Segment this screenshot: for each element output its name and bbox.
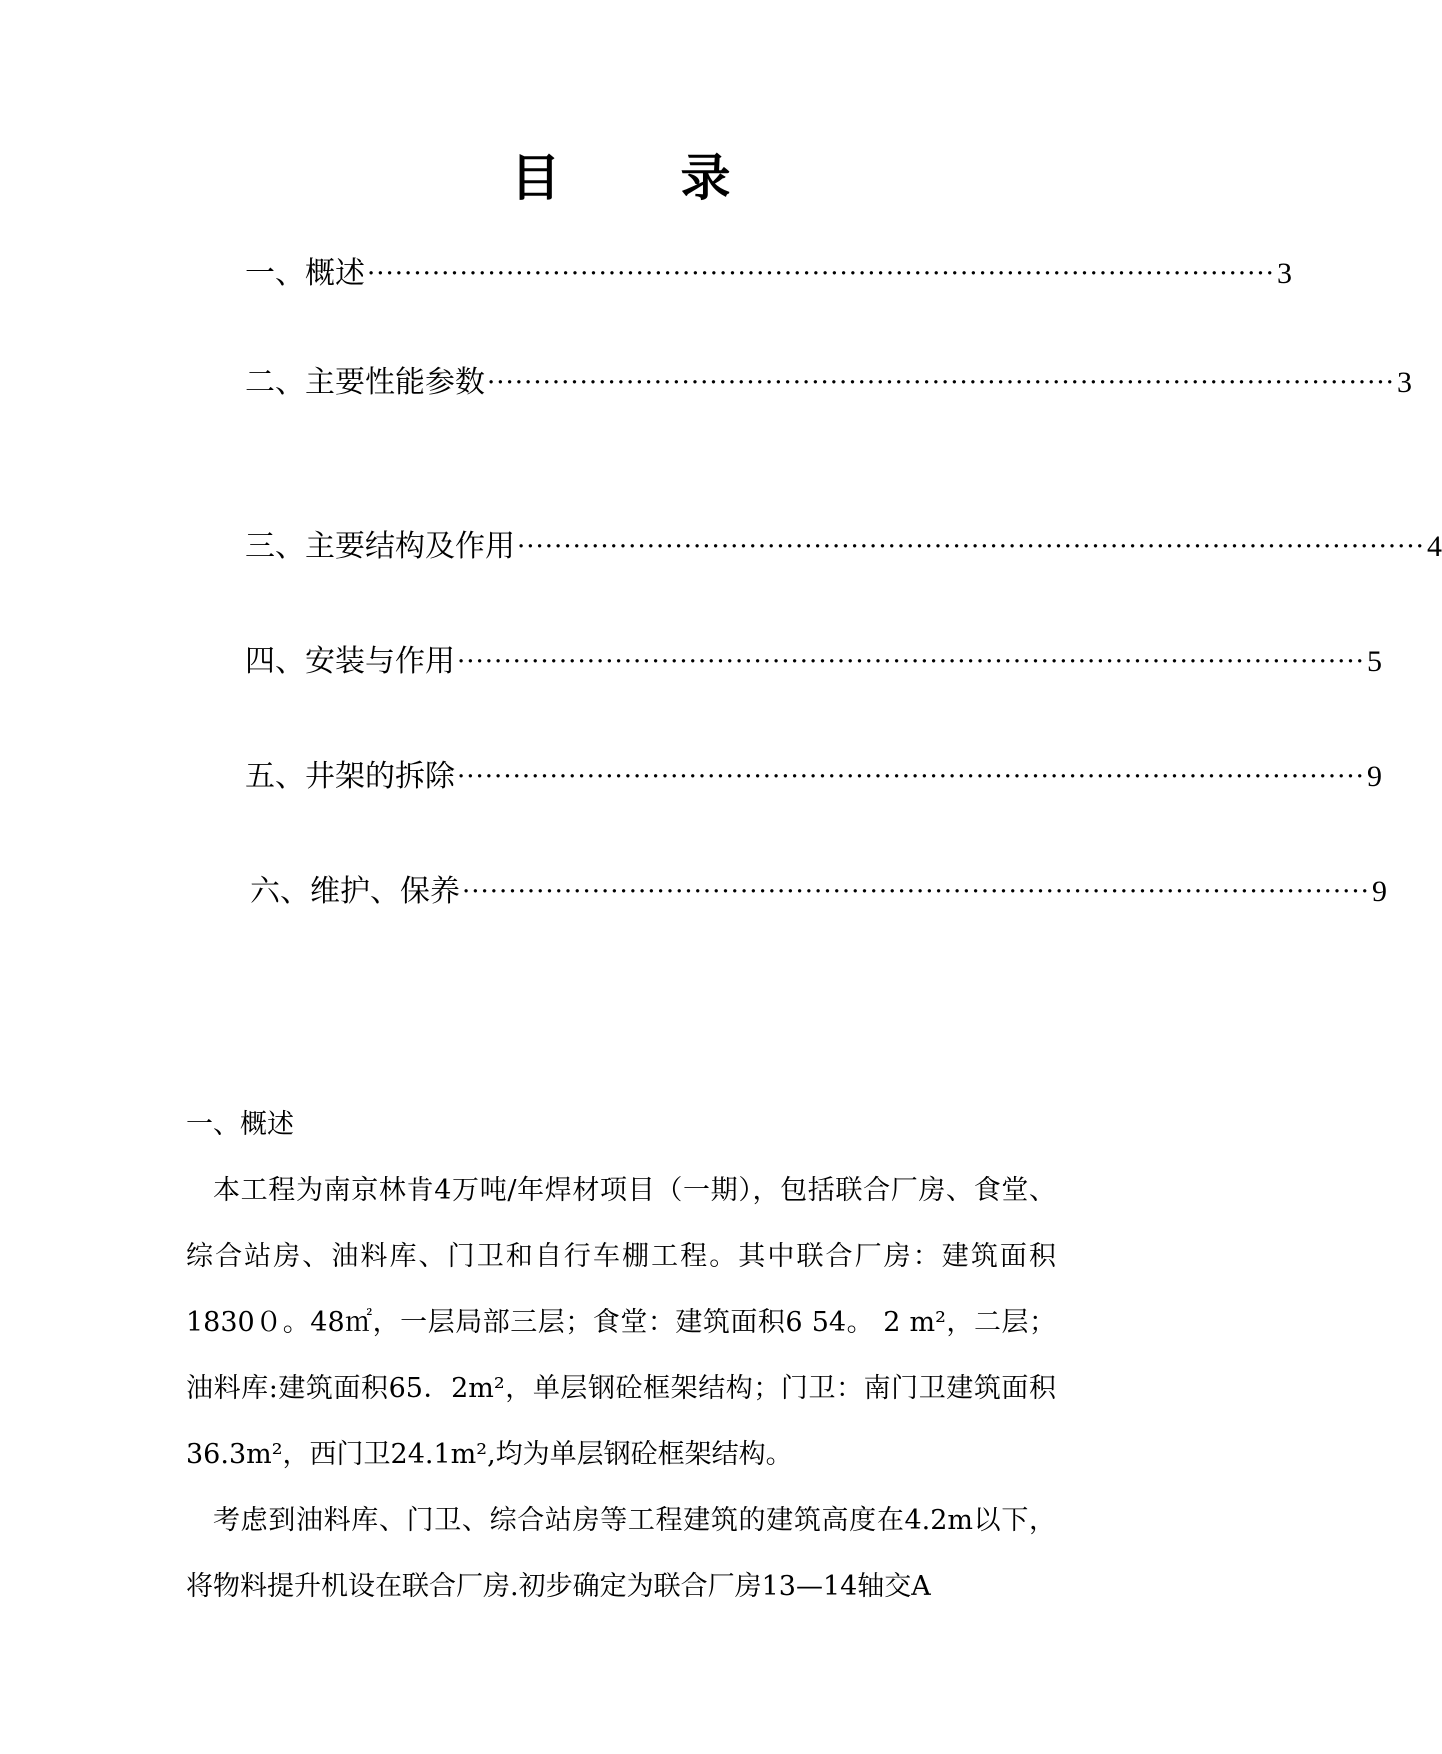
toc-dot-leader: ·································································································· xyxy=(487,368,1395,398)
toc-entry-page: 4 xyxy=(1426,530,1442,563)
body-paragraph-1: 本工程为南京林肯4万吨/年焊材项目（一期），包括联合厂房、食堂、综合站房、油料库、门卫和自行车棚工程。其中联合厂房：建筑面积1830０。48㎡，一层局部三层；食堂：建筑面积6 54。 2 m²，二层；油料库:建筑面积65．2m²，单层钢砼框架结构；门卫：南门卫建筑面积36.3m²，西门卫24.1m²,均为单层钢砼框架结构。 xyxy=(186,1175,1056,1470)
toc-entry-number: 六、 xyxy=(250,874,310,909)
toc-entry-4[interactable] xyxy=(245,642,1382,682)
toc-entry-page: 3 xyxy=(1276,257,1292,290)
toc-entry-1[interactable] xyxy=(245,254,1292,294)
toc-entry-number: 五、 xyxy=(245,759,305,794)
toc-entry-page: 3 xyxy=(1396,366,1412,399)
title-char-2: 录 xyxy=(680,149,731,207)
toc-entry-label: 主要结构及作用 xyxy=(305,529,515,564)
toc-entry-label: 概述 xyxy=(305,256,365,291)
toc-dot-leader: ·································································································· xyxy=(462,877,1370,907)
toc-entry-label: 维护、保养 xyxy=(310,874,460,909)
toc-dot-leader: ·································································································· xyxy=(457,762,1365,792)
toc-entry-3[interactable] xyxy=(245,527,1442,567)
title-char-1: 目 xyxy=(510,149,561,207)
toc-entry-6[interactable] xyxy=(250,872,1387,912)
toc-entry-label: 井架的拆除 xyxy=(305,759,455,794)
toc-dot-leader: ·································································································· xyxy=(517,532,1425,562)
toc-entry-page: 9 xyxy=(1371,875,1387,908)
section-heading: 一、概述 xyxy=(186,1109,294,1140)
toc-entry-label: 安装与作用 xyxy=(305,644,455,679)
section-body xyxy=(186,1158,1056,1620)
toc-entry-5[interactable] xyxy=(245,757,1382,797)
toc-entry-number: 一、 xyxy=(245,256,305,291)
toc-entry-label: 主要性能参数 xyxy=(305,365,485,400)
toc-dot-leader: ·································································································· xyxy=(367,259,1275,289)
toc-entry-2[interactable] xyxy=(245,363,1412,403)
toc-entry-page: 5 xyxy=(1366,645,1382,678)
toc-entry-page: 9 xyxy=(1366,760,1382,793)
toc-dot-leader: ·································································································· xyxy=(457,647,1365,677)
toc-entry-number: 四、 xyxy=(245,644,305,679)
toc-entry-number: 二、 xyxy=(245,365,305,400)
toc-entry-number: 三、 xyxy=(245,529,305,564)
body-paragraph-2: 考虑到油料库、门卫、综合站房等工程建筑的建筑高度在4.2m以下，将物料提升机设在联合厂房.初步确定为联合厂房13—14轴交A xyxy=(186,1505,1056,1602)
